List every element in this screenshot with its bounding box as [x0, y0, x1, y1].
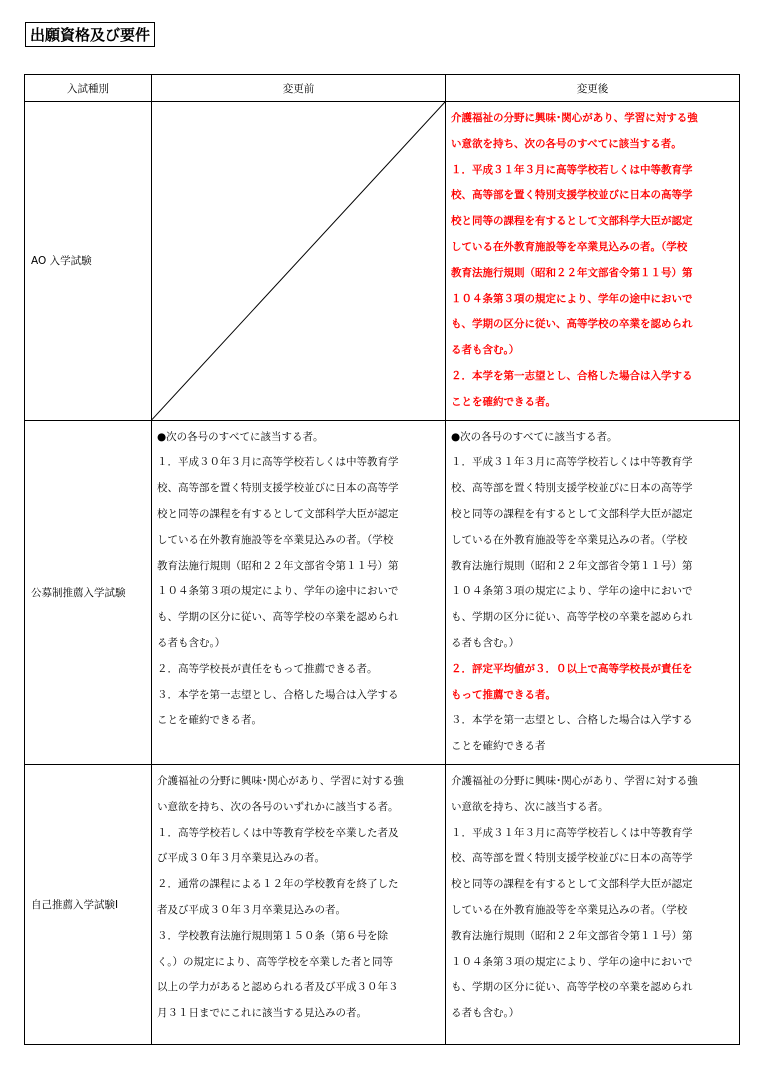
table-row — [25, 420, 740, 764]
text-line: も、学期の区分に従い、高等学校の卒業を認められ — [451, 611, 693, 624]
text-line: ことを確約できる者。 — [157, 714, 262, 727]
text-line: 校、高等部を置く特別支援学校並びに日本の高等学 — [157, 482, 399, 495]
text-line: る者も含む。） — [451, 1007, 520, 1020]
text-line: 者及び平成３０年３月卒業見込みの者。 — [157, 903, 346, 916]
row-label: 公募制推薦入学試験 — [25, 420, 152, 764]
text-line: １０４条第３項の規定により、学年の途中においで — [157, 585, 399, 598]
text-line: る者も含む。） — [451, 636, 520, 649]
text-line: ２．評定平均値が３．０以上で高等学校長が責任を — [451, 662, 693, 675]
text-line: も、学期の区分に従い、高等学校の卒業を認められ — [451, 318, 693, 331]
text-line: １．高等学校若しくは中等教育学校を卒業した者及 — [157, 826, 399, 839]
text-line: ３．本学を第一志望とし、合格した場合は入学する — [157, 688, 399, 701]
text-line: 校、高等部を置く特別支援学校並びに日本の高等学 — [451, 189, 693, 202]
after-cell — [446, 102, 740, 421]
header-exam-type: 入試種別 — [25, 75, 152, 102]
text-line: している在外教育施設等を卒業見込みの者。（学校 — [451, 533, 688, 546]
text-line: ２．本学を第一志望とし、合格した場合は入学する — [451, 369, 693, 382]
row-label: AO 入学試験 — [25, 102, 152, 421]
text-line: る者も含む。） — [451, 344, 520, 357]
text-line: び平成３０年３月卒業見込みの者。 — [157, 852, 325, 865]
header-before: 変更前 — [152, 75, 446, 102]
text-line: １．平成３１年３月に高等学校若しくは中等教育学 — [451, 826, 693, 839]
table-row — [25, 764, 740, 1044]
before-cell-empty — [152, 102, 446, 421]
text-line: く。）の規定により、高等学校を卒業した者と同等 — [157, 955, 394, 968]
text-line: 教育法施行規則（昭和２２年文部省令第１１号）第 — [157, 559, 399, 572]
text-line: 校、高等部を置く特別支援学校並びに日本の高等学 — [451, 482, 693, 495]
page-title: 出願資格及び要件 — [25, 22, 155, 47]
text-line: ことを確約できる者。 — [451, 395, 556, 408]
row-label: 自己推薦入学試験Ⅰ — [25, 764, 152, 1044]
requirements-table — [24, 74, 740, 1045]
table-header-row — [25, 75, 740, 102]
table-row — [25, 102, 740, 421]
after-cell — [446, 420, 740, 764]
text-line: ●次の各号のすべてに該当する者。 — [451, 430, 618, 443]
text-line: １０４条第３項の規定により、学年の途中においで — [451, 955, 693, 968]
diagonal-slash — [152, 102, 445, 420]
text-line: ２．通常の課程による１２年の学校教育を終了した — [157, 878, 399, 891]
text-line: 校と同等の課程を有するとして文部科学大臣が認定 — [451, 507, 693, 520]
text-line: る者も含む。） — [157, 636, 226, 649]
text-line: している在外教育施設等を卒業見込みの者。（学校 — [451, 903, 688, 916]
header-after: 変更後 — [446, 75, 740, 102]
text-line: １０４条第３項の規定により、学年の途中においで — [451, 585, 693, 598]
text-line: １．平成３０年３月に高等学校若しくは中等教育学 — [157, 456, 399, 469]
text-line: している在外教育施設等を卒業見込みの者。（学校 — [157, 533, 394, 546]
text-line: 教育法施行規則（昭和２２年文部省令第１１号）第 — [451, 929, 693, 942]
text-line: 校と同等の課程を有するとして文部科学大臣が認定 — [451, 215, 693, 228]
text-line: ことを確約できる者 — [451, 740, 546, 753]
text-line: ３．学校教育法施行規則第１５０条（第６号を除 — [157, 929, 388, 942]
text-line: 介護福祉の分野に興味･関心があり、学習に対する強 — [157, 774, 404, 787]
text-line: い意欲を持ち、次に該当する者。 — [451, 800, 609, 813]
text-line: している在外教育施設等を卒業見込みの者。（学校 — [451, 240, 688, 253]
text-line: 月３１日までにこれに該当する見込みの者。 — [157, 1007, 367, 1020]
text-line: 教育法施行規則（昭和２２年文部省令第１１号）第 — [451, 266, 693, 279]
text-line: ３．本学を第一志望とし、合格した場合は入学する — [451, 714, 693, 727]
after-cell — [446, 764, 740, 1044]
text-line: 以上の学力があると認められる者及び平成３０年３ — [157, 981, 399, 994]
text-line: 校、高等部を置く特別支援学校並びに日本の高等学 — [451, 852, 693, 865]
text-line: 校と同等の課程を有するとして文部科学大臣が認定 — [157, 507, 399, 520]
text-line: も、学期の区分に従い、高等学校の卒業を認められ — [451, 981, 693, 994]
text-line: い意欲を持ち、次の各号のすべてに該当する者。 — [451, 137, 682, 150]
text-line: 校と同等の課程を有するとして文部科学大臣が認定 — [451, 878, 693, 891]
text-line: もって推薦できる者。 — [451, 688, 556, 701]
before-cell — [152, 420, 446, 764]
text-line: ２．高等学校長が責任をもって推薦できる者。 — [157, 662, 378, 675]
text-line: い意欲を持ち、次の各号のいずれかに該当する者。 — [157, 800, 399, 813]
before-cell — [152, 764, 446, 1044]
text-line: １．平成３１年３月に高等学校若しくは中等教育学 — [451, 456, 693, 469]
text-line: 介護福祉の分野に興味･関心があり、学習に対する強 — [451, 112, 698, 124]
text-line: １０４条第３項の規定により、学年の途中においで — [451, 292, 693, 305]
text-line: １．平成３１年３月に高等学校若しくは中等教育学 — [451, 163, 693, 176]
text-line: ●次の各号のすべてに該当する者。 — [157, 430, 324, 443]
text-line: 教育法施行規則（昭和２２年文部省令第１１号）第 — [451, 559, 693, 572]
text-line: も、学期の区分に従い、高等学校の卒業を認められ — [157, 611, 399, 624]
text-line: 介護福祉の分野に興味･関心があり、学習に対する強 — [451, 774, 698, 787]
